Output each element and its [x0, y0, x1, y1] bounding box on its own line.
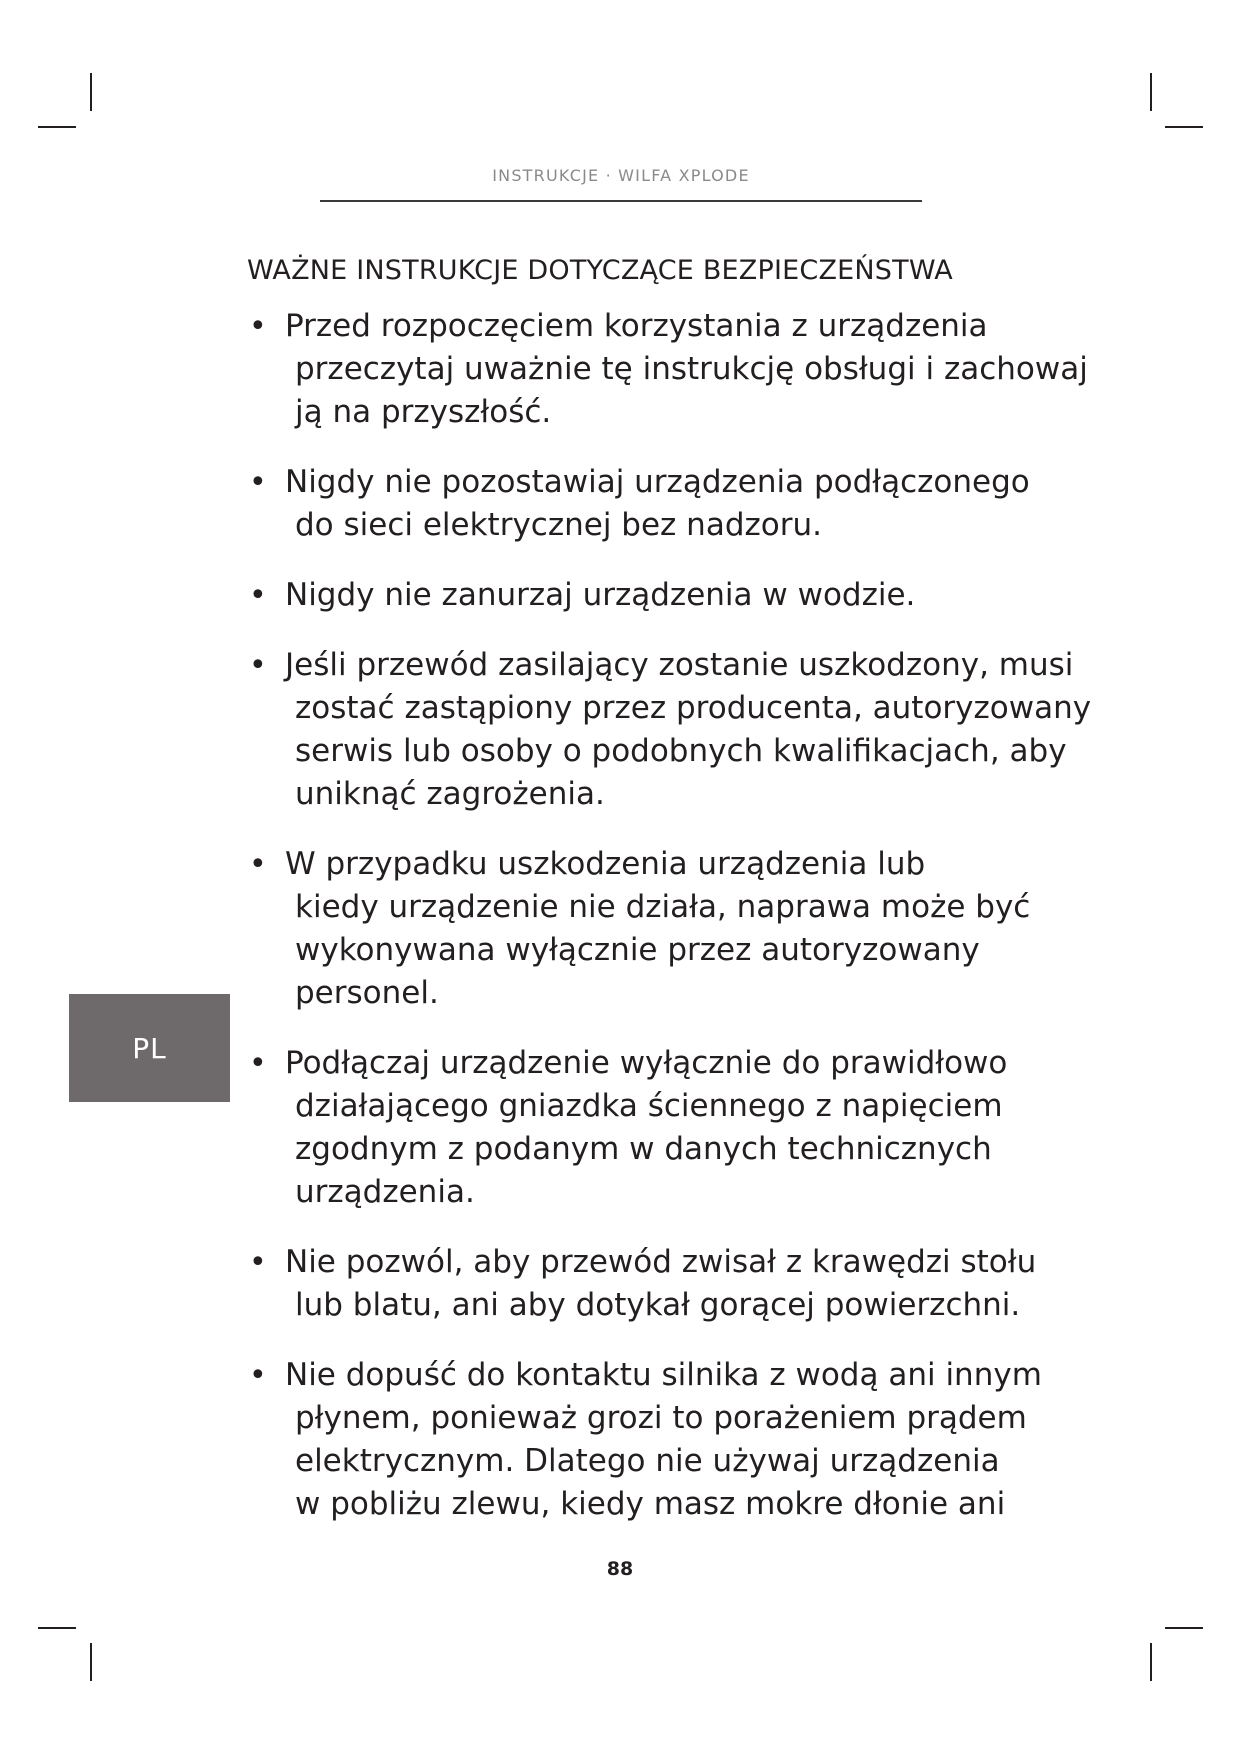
language-tab-label: PL [132, 1031, 167, 1065]
crop-mark-bottom-right-vertical [1150, 1643, 1152, 1681]
crop-mark-top-left-vertical [90, 73, 92, 111]
list-item-line: Nigdy nie zanurzaj urządzenia w wodzie. [285, 577, 916, 613]
bullet-icon: • [249, 648, 267, 683]
list-item-line: przeczytaj uważnie tę instrukcję obsługi i zachowaj [295, 351, 1088, 387]
crop-mark-top-left-horizontal [38, 126, 76, 128]
crop-mark-top-right-horizontal [1165, 126, 1203, 128]
page-number: 88 [606, 1558, 634, 1580]
list-item-line: Przed rozpoczęciem korzystania z urządzenia [285, 308, 988, 344]
list-item-line: personel. [295, 975, 439, 1011]
list-item-line: Jeśli przewód zasilający zostanie uszkodzony, musi [285, 647, 1074, 683]
list-item-line: serwis lub osoby o podobnych kwalifikacjach, aby [295, 733, 1067, 769]
list-item-line: uniknąć zagrożenia. [295, 776, 605, 812]
list-item-line: W przypadku uszkodzenia urządzenia lub [285, 846, 926, 882]
list-item [247, 843, 1087, 1015]
list-item [247, 574, 1087, 617]
bullet-icon: • [249, 465, 267, 500]
list-item-line: ją na przyszłość. [295, 394, 552, 430]
list-item-line: Nigdy nie pozostawiaj urządzenia podłączonego [285, 464, 1030, 500]
list-item-line: Nie pozwól, aby przewód zwisał z krawędzi stołu [285, 1244, 1037, 1280]
bullet-icon: • [249, 578, 267, 613]
list-item [247, 1354, 1087, 1526]
list-item-line: kiedy urządzenie nie działa, naprawa może być [295, 889, 1031, 925]
list-item [247, 305, 1087, 434]
list-item-line: urządzenia. [295, 1174, 475, 1210]
list-item-line: zostać zastąpiony przez producenta, autoryzowany [295, 690, 1092, 726]
list-item-line: elektrycznym. Dlatego nie używaj urządzenia [295, 1443, 1000, 1479]
list-item [247, 1042, 1087, 1214]
language-tab [69, 994, 230, 1102]
running-header: INSTRUKCJE · WILFA XPLODE [492, 166, 750, 185]
crop-mark-bottom-left-horizontal [38, 1627, 76, 1629]
bullet-icon: • [249, 847, 267, 882]
list-item-line: działającego gniazdka ściennego z napięciem [295, 1088, 1003, 1124]
list-item-line: wykonywana wyłącznie przez autoryzowany [295, 932, 980, 968]
list-item-line: płynem, ponieważ grozi to porażeniem prądem [295, 1400, 1027, 1436]
section-title: WAŻNE INSTRUKCJE DOTYCZĄCE BEZPIECZEŃSTWA [247, 255, 953, 286]
list-item-line: lub blatu, ani aby dotykał gorącej powierzchni. [295, 1287, 1021, 1323]
crop-mark-top-right-vertical [1150, 73, 1152, 111]
crop-mark-bottom-right-horizontal [1165, 1627, 1203, 1629]
bullet-icon: • [249, 1245, 267, 1280]
list-item [247, 1241, 1087, 1327]
list-item [247, 461, 1087, 547]
crop-mark-bottom-left-vertical [90, 1643, 92, 1681]
header-divider [320, 200, 922, 202]
list-item-line: zgodnym z podanym w danych technicznych [295, 1131, 992, 1167]
list-item-line: do sieci elektrycznej bez nadzoru. [295, 507, 822, 543]
safety-instructions-list [247, 305, 1092, 1553]
list-item-line: Podłączaj urządzenie wyłącznie do prawidłowo [285, 1045, 1008, 1081]
list-item-line: Nie dopuść do kontaktu silnika z wodą ani innym [285, 1357, 1042, 1393]
list-item-line: w pobliżu zlewu, kiedy masz mokre dłonie ani [295, 1486, 1006, 1522]
bullet-icon: • [249, 309, 267, 344]
list-item [247, 644, 1092, 816]
bullet-icon: • [249, 1046, 267, 1081]
bullet-icon: • [249, 1358, 267, 1393]
